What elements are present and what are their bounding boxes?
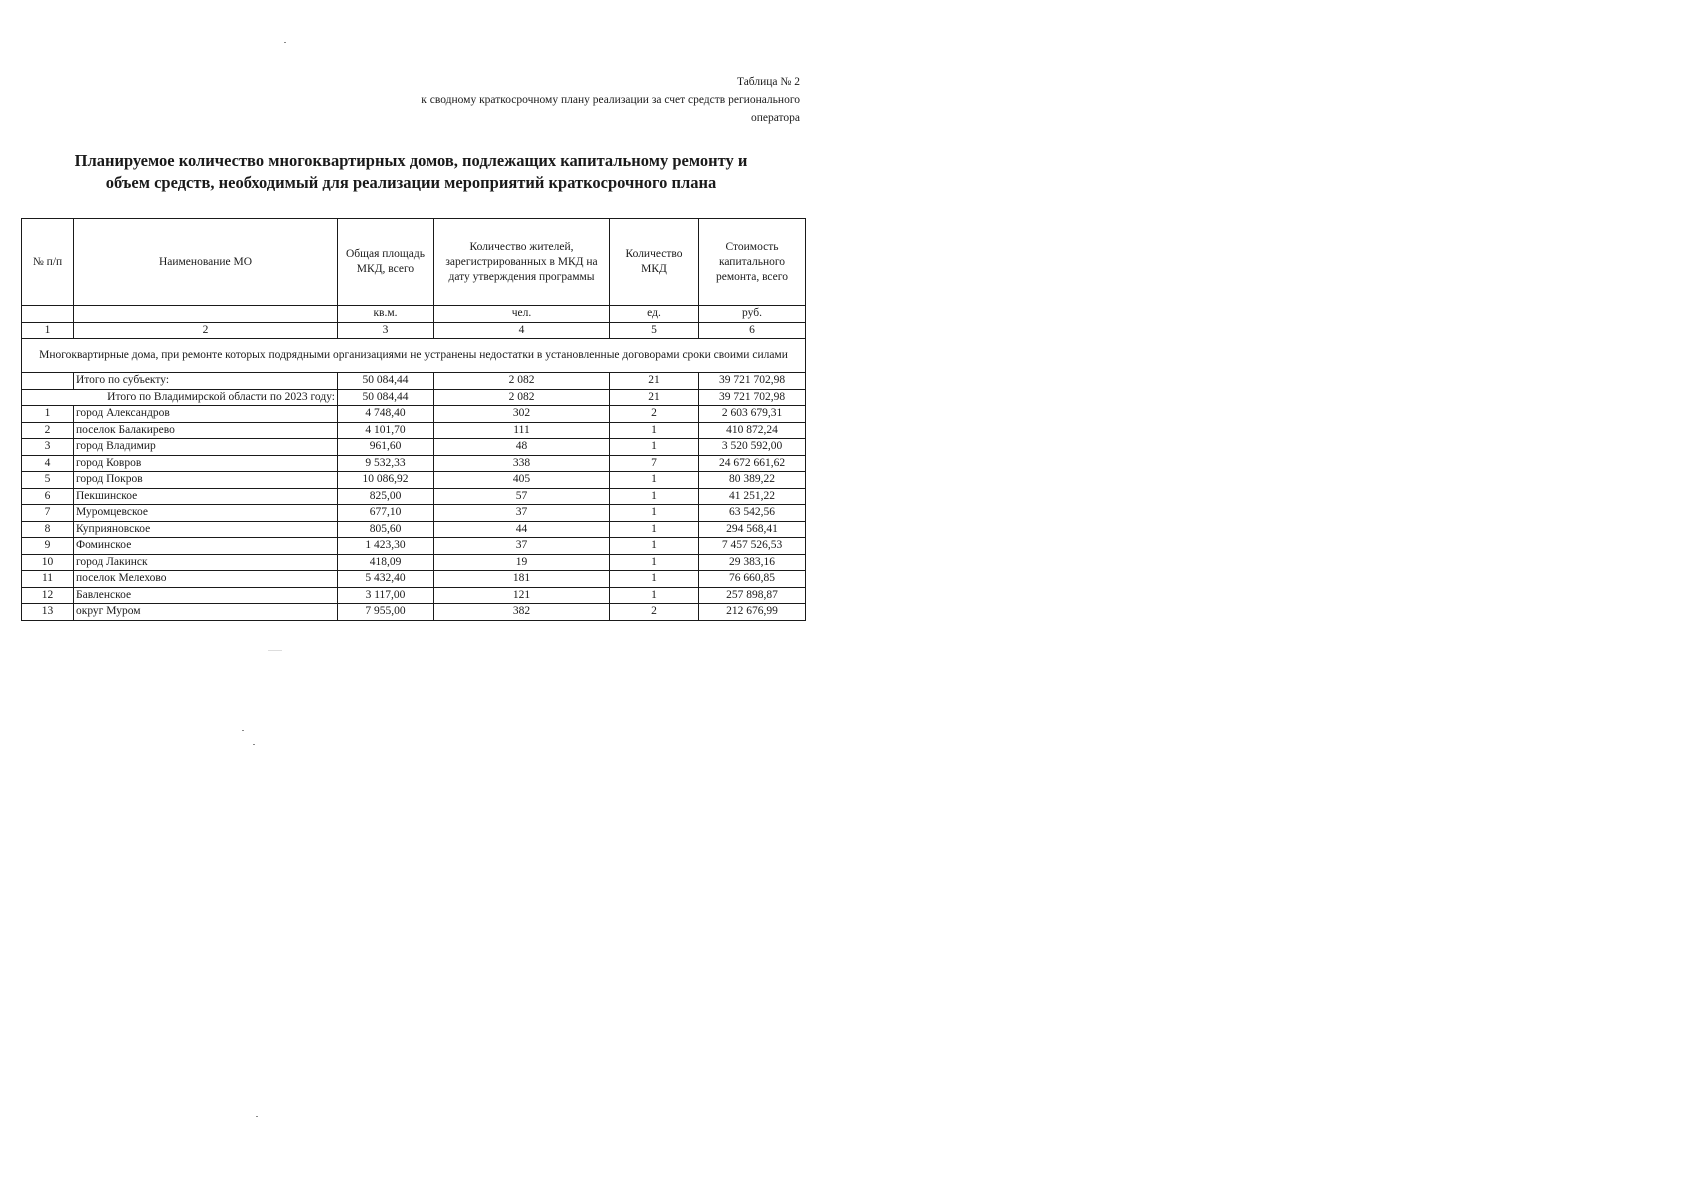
column-header-number: № п/п [22,219,74,306]
table-header-row [22,219,806,306]
table-column-numbers-row [22,322,806,339]
row-municipality: Пекшинское [74,488,338,505]
table-row [22,505,806,522]
row-municipality: город Лакинск [74,554,338,571]
row-residents: 44 [434,521,610,538]
row-cost: 2 603 679,31 [699,406,806,423]
column-header-cost: Стоимость капитального ремонта, всего [699,219,806,306]
table-row [22,554,806,571]
scan-speck [256,1116,258,1117]
total-subject-residents: 2 082 [434,373,610,390]
row-cost: 29 383,16 [699,554,806,571]
row-residents: 382 [434,604,610,621]
row-cost: 7 457 526,53 [699,538,806,555]
row-number: 2 [22,422,74,439]
total-subject-cost: 39 721 702,98 [699,373,806,390]
row-area: 825,00 [338,488,434,505]
total-subject-label: Итого по субъекту: [74,373,338,390]
table-number: Таблица № 2 [736,76,800,88]
row-residents: 19 [434,554,610,571]
table-units-row [22,306,806,323]
column-number-cell: 6 [699,322,806,339]
row-area: 7 955,00 [338,604,434,621]
row-number: 10 [22,554,74,571]
total-subject-area: 50 084,44 [338,373,434,390]
row-number: 3 [22,439,74,456]
row-count: 1 [610,587,699,604]
row-residents: 181 [434,571,610,588]
title-line1: Планируемое количество многоквартирных домов, подлежащих капитальному ремонту и [74,151,748,170]
title-line2: объем средств, необходимый для реализации мероприятий краткосрочного плана [105,173,717,192]
row-number: 5 [22,472,74,489]
section-title: Многоквартирные дома, при ремонте которых подрядными организациями не устранены недостатки в установленные договорами сроки своими силами [22,339,806,373]
table-row [22,488,806,505]
unit-cell [22,306,74,323]
total-region-residents: 2 082 [434,389,610,406]
unit-cell-area: кв.м. [338,306,434,323]
unit-cell [74,306,338,323]
row-count: 2 [610,604,699,621]
column-number-cell: 5 [610,322,699,339]
total-subject-row [22,373,806,390]
table-body [22,406,806,621]
table-row [22,521,806,538]
row-cost: 76 660,85 [699,571,806,588]
table-row [22,455,806,472]
row-area: 4 101,70 [338,422,434,439]
table-subtitle-line1: к сводному краткосрочному плану реализации за счет средств регионального [421,94,800,106]
total-region-area: 50 084,44 [338,389,434,406]
document-title [20,150,802,194]
row-municipality: Куприяновское [74,521,338,538]
row-cost: 41 251,22 [699,488,806,505]
scan-speck [242,730,244,731]
row-count: 1 [610,571,699,588]
column-header-residents: Количество жителей, зарегистрированных в МКД на дату утверждения программы [434,219,610,306]
row-count: 1 [610,554,699,571]
row-count: 1 [610,538,699,555]
table-row [22,406,806,423]
column-number-cell: 4 [434,322,610,339]
table-row [22,587,806,604]
row-number: 7 [22,505,74,522]
row-municipality: Бавленское [74,587,338,604]
row-area: 677,10 [338,505,434,522]
table-row [22,571,806,588]
table-row [22,422,806,439]
table-row [22,472,806,489]
row-area: 418,09 [338,554,434,571]
capital-repair-table [21,218,806,621]
total-region-label: Итого по Владимирской области по 2023 году: [22,389,338,406]
row-residents: 121 [434,587,610,604]
row-count: 1 [610,488,699,505]
column-number-cell: 2 [74,322,338,339]
row-cost: 3 520 592,00 [699,439,806,456]
unit-cell-count: ед. [610,306,699,323]
row-area: 4 748,40 [338,406,434,423]
table-reference-note [330,73,800,127]
total-subject-count: 21 [610,373,699,390]
table-section-row [22,339,806,373]
row-municipality: город Александров [74,406,338,423]
row-cost: 63 542,56 [699,505,806,522]
row-count: 1 [610,472,699,489]
row-count: 1 [610,521,699,538]
row-area: 805,60 [338,521,434,538]
row-cost: 80 389,22 [699,472,806,489]
column-header-count: Количество МКД [610,219,699,306]
table-subtitle-line2: оператора [750,112,800,124]
row-residents: 405 [434,472,610,489]
total-region-cost: 39 721 702,98 [699,389,806,406]
row-residents: 48 [434,439,610,456]
row-cost: 410 872,24 [699,422,806,439]
table-row [22,439,806,456]
column-number-cell: 1 [22,322,74,339]
scan-speck [268,650,282,651]
row-count: 1 [610,422,699,439]
row-number: 1 [22,406,74,423]
row-area: 3 117,00 [338,587,434,604]
row-count: 2 [610,406,699,423]
total-region-row [22,389,806,406]
row-municipality: округ Муром [74,604,338,621]
row-number: 4 [22,455,74,472]
row-residents: 302 [434,406,610,423]
row-area: 1 423,30 [338,538,434,555]
row-residents: 338 [434,455,610,472]
row-municipality: город Ковров [74,455,338,472]
row-number: 8 [22,521,74,538]
row-cost: 24 672 661,62 [699,455,806,472]
row-municipality: Муромцевское [74,505,338,522]
row-number: 12 [22,587,74,604]
total-subject-number [22,373,74,390]
row-residents: 37 [434,538,610,555]
row-cost: 257 898,87 [699,587,806,604]
row-residents: 37 [434,505,610,522]
scan-speck [284,42,286,43]
row-number: 9 [22,538,74,555]
row-cost: 212 676,99 [699,604,806,621]
column-header-area: Общая площадь МКД, всего [338,219,434,306]
row-area: 10 086,92 [338,472,434,489]
row-residents: 111 [434,422,610,439]
row-number: 13 [22,604,74,621]
row-municipality: город Владимир [74,439,338,456]
row-count: 1 [610,505,699,522]
row-area: 9 532,33 [338,455,434,472]
row-municipality: поселок Балакирево [74,422,338,439]
column-header-municipality: Наименование МО [74,219,338,306]
row-residents: 57 [434,488,610,505]
table-row [22,538,806,555]
row-area: 961,60 [338,439,434,456]
unit-cell-cost: руб. [699,306,806,323]
row-cost: 294 568,41 [699,521,806,538]
row-municipality: Фоминское [74,538,338,555]
row-count: 1 [610,439,699,456]
row-municipality: поселок Мелехово [74,571,338,588]
row-count: 7 [610,455,699,472]
scan-speck [253,744,255,745]
row-area: 5 432,40 [338,571,434,588]
column-number-cell: 3 [338,322,434,339]
unit-cell-residents: чел. [434,306,610,323]
row-number: 11 [22,571,74,588]
row-number: 6 [22,488,74,505]
row-municipality: город Покров [74,472,338,489]
table-row [22,604,806,621]
total-region-count: 21 [610,389,699,406]
